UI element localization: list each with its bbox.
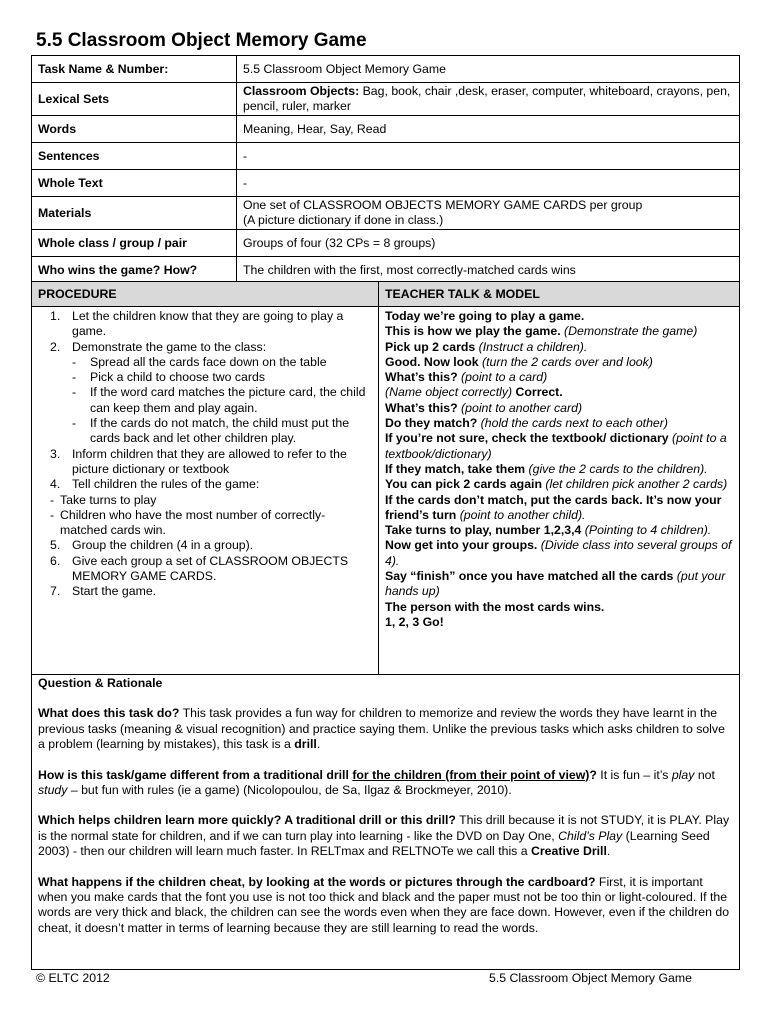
list-item: - Spread all the cards face down on the table: [72, 354, 327, 369]
talk-line: What’s this? (point to another card): [385, 400, 583, 415]
row-value: Meaning, Hear, Say, Read: [237, 116, 740, 143]
row-value-line: (A picture dictionary if done in class.): [243, 213, 444, 227]
table-row: [32, 230, 740, 257]
row-value: [237, 197, 740, 230]
row-value: The children with the first, most correctly-matched cards wins: [237, 257, 740, 284]
talk-line: Now get into your groups. (Divide class into several groups of 4).: [385, 538, 732, 568]
row-label: Who wins the game? How?: [32, 257, 237, 284]
row-label: Whole Text: [32, 170, 237, 197]
talk-line: If you’re not sure, check the textbook/ dictionary (point to a textbook/dictionary): [385, 431, 727, 461]
list-item: 2. Demonstrate the game to the class:: [50, 339, 267, 354]
rationale-paragraph: What happens if the children cheat, by looking at the words or pictures through the cardboard? First, it is important when you make cards that the font you use is not too thick and black and the paper must not be too thin or light-coloured. If the words are very thick and black, the children can see the words even when they are face down. However, even if the children do cheat, it doesn’t matter in terms of learning because they are still learning to read the words.: [38, 874, 730, 935]
procedure-header: PROCEDURE: [32, 282, 379, 307]
talk-line: Good. Now look (turn the 2 cards over and look): [385, 354, 653, 369]
list-item: - If the word card matches the picture card, the child can keep them and play again.: [72, 385, 366, 415]
talk-line: 1, 2, 3 Go!: [385, 614, 444, 629]
talk-line: Pick up 2 cards (Instruct a children).: [385, 339, 588, 354]
rationale-section: [31, 674, 740, 970]
row-label: Materials: [32, 197, 237, 230]
rationale-paragraph: Which helps children learn more quickly? A traditional drill or this drill? This drill because it is not STUDY, it is PLAY. Play is the normal state for children, and if we can turn play into learning - like the DVD on Day One, Child’s Play (Learning Seed 2003) - then our children will learn much faster. In RELTmax and RELTNOTe we call this a Creative Drill.: [38, 813, 730, 859]
list-item: 5. Group the children (4 in a group).: [50, 538, 254, 553]
table-row: [32, 143, 740, 170]
list-item: 7. Start the game.: [50, 584, 157, 599]
talk-line: What’s this? (point to a card): [385, 370, 548, 385]
procedure-list: [38, 309, 372, 355]
row-value-bold: Classroom Objects:: [243, 84, 360, 98]
talk-line: Say “finish” once you have matched all the cards (put your hands up): [385, 569, 726, 599]
row-label: Lexical Sets: [32, 83, 237, 116]
talk-line: If they match, take them (give the 2 cards to the children). You can pick 2 cards again (let children pick another 2 cards): [385, 461, 728, 492]
procedure-list: [38, 538, 372, 599]
talk-line: Today we’re going to play a game.: [385, 309, 585, 323]
sub-list: [38, 355, 372, 447]
table-row: [32, 197, 740, 230]
table-row: [32, 83, 740, 116]
page-title: 5.5 Classroom Object Memory Game: [36, 30, 367, 51]
teacher-talk-header: TEACHER TALK & MODEL: [379, 282, 740, 307]
procedure-cell: [32, 307, 379, 675]
row-value: -: [237, 170, 740, 197]
rationale-paragraph: What does this task do? This task provides a fun way for children to memorize and review the words they have learnt in the previous tasks (meaning & visual recognition) and practice saying them. Unlike the previous tasks which asks children to solve a problem (learning by mistakes), this task is a drill.: [38, 706, 725, 752]
footer-copyright: © ELTC 2012: [36, 971, 110, 985]
row-label: Task Name & Number:: [32, 56, 237, 83]
footer-title: 5.5 Classroom Object Memory Game: [489, 971, 692, 985]
table-row: [32, 257, 740, 284]
list-item: - Children who have the most number of correctly-matched cards win.: [50, 507, 326, 538]
row-value: -: [237, 143, 740, 170]
list-item: 1. Let the children know that they are going to play a game.: [50, 309, 344, 339]
table-row: [32, 56, 740, 83]
talk-line: If the cards don’t match, put the cards back. It’s now your friend’s turn (point to another child).: [385, 492, 722, 522]
row-value: Groups of four (32 CPs = 8 groups): [237, 230, 740, 257]
list-item: 3. Inform children that they are allowed to refer to the picture dictionary or textbook: [50, 446, 347, 476]
table-row: [32, 116, 740, 143]
list-item: - If the cards do not match, the child must put the cards back and let other children play.: [72, 416, 350, 446]
talk-line: (Name object correctly) Correct.: [385, 385, 563, 400]
list-item: 6. Give each group a set of CLASSROOM OBJECTS MEMORY GAME CARDS.: [50, 553, 349, 584]
list-item: - Pick a child to choose two cards: [72, 370, 265, 385]
rationale-paragraph: How is this task/game different from a traditional drill for the children (from their point of view)? It is fun – it’s play not study – but fun with rules (ie a game) (Nicolopoulou, de Sa, Ilgaz & Brockmeyer, 2010).: [38, 767, 715, 798]
row-label: Words: [32, 116, 237, 143]
procedure-table: [31, 281, 740, 675]
talk-line: Do they match? (hold the cards next to each other): [385, 416, 668, 431]
row-label: Sentences: [32, 143, 237, 170]
talk-line: Take turns to play, number 1,2,3,4 (Pointing to 4 children).: [385, 523, 712, 538]
teacher-talk-cell: [379, 307, 740, 675]
row-label: Whole class / group / pair: [32, 230, 237, 257]
procedure-list: [38, 447, 372, 493]
row-value-text: Bag, book, chair ,desk, eraser, computer, whiteboard, crayons, pen, pencil, ruler, marker: [243, 84, 731, 113]
task-info-table: [31, 55, 740, 284]
row-value: 5.5 Classroom Object Memory Game: [237, 56, 740, 83]
list-item: 4. Tell children the rules of the game:: [50, 477, 260, 492]
list-item: - Take turns to play: [50, 492, 157, 507]
table-row: [32, 170, 740, 197]
row-value: [237, 83, 740, 116]
row-value-line: One set of CLASSROOM OBJECTS MEMORY GAME CARDS per group: [243, 198, 643, 212]
talk-line: This is how we play the game. (Demonstrate the game): [385, 324, 698, 339]
rationale-heading: Question & Rationale: [38, 676, 163, 690]
talk-line: The person with the most cards wins.: [385, 599, 605, 614]
